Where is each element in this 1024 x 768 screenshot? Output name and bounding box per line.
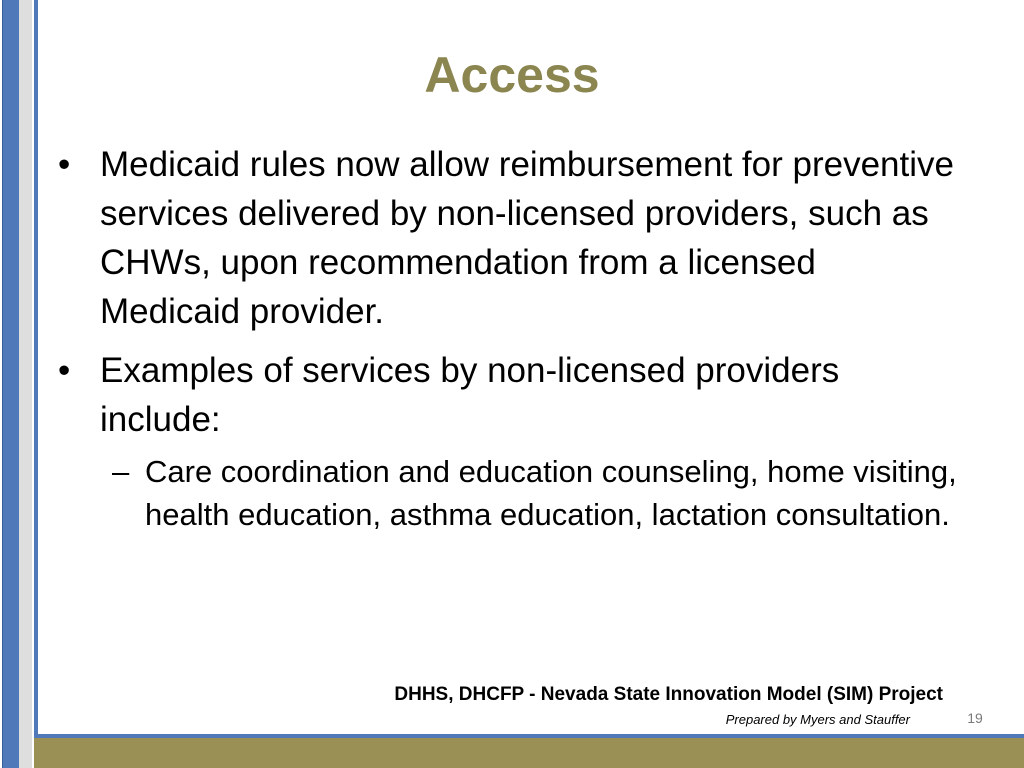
left-gray-bar — [19, 0, 32, 768]
bullet-text: Examples of services by non-licensed providers include: — [100, 351, 840, 439]
footer-project-title: DHHS, DHCFP - Nevada State Innovation Model (SIM) Project — [394, 684, 943, 705]
bullet-marker: • — [58, 145, 71, 184]
sub-bullet-item — [58, 450, 958, 536]
bullet-item — [58, 346, 958, 444]
bottom-olive-bar — [34, 738, 1024, 768]
left-blue-bar — [2, 0, 20, 768]
sub-bullet-text: Care coordination and education counseling, home visiting, health education, asthma education, lactation consultation. — [145, 454, 957, 532]
slide-content — [58, 140, 958, 536]
bullet-text: Medicaid rules now allow reimbursement for preventive services delivered by non-licensed providers, such as CHWs, upon recommendation from a licensed Medicaid provider. — [100, 145, 954, 331]
sub-bullet-marker: – — [112, 454, 130, 489]
footer-prepared-by: Prepared by Myers and Stauffer — [725, 712, 910, 727]
bullet-item — [58, 140, 958, 336]
slide-title: Access — [424, 47, 600, 103]
left-thin-blue-bar — [34, 0, 38, 738]
bullet-marker: • — [58, 351, 71, 390]
page-number: 19 — [967, 710, 983, 726]
